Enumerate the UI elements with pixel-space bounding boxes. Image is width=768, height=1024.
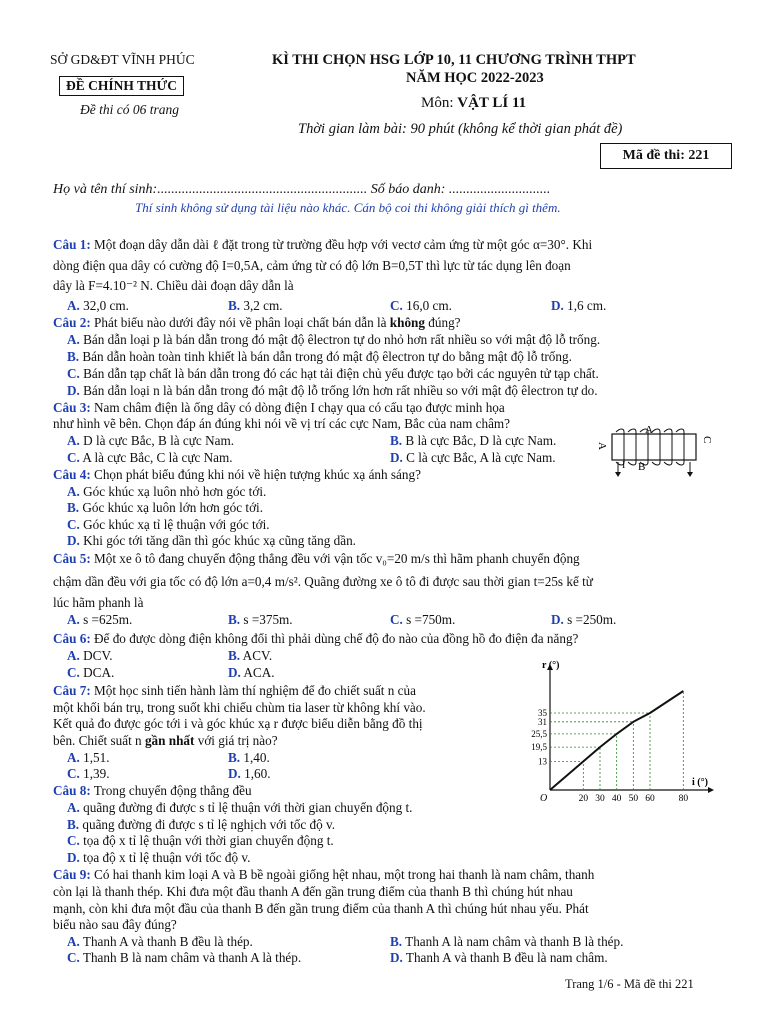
option-letter: D.	[390, 950, 403, 965]
option-letter: B.	[390, 934, 403, 949]
q4-option-a[interactable]	[67, 484, 266, 500]
q3-option-b[interactable]	[390, 433, 556, 449]
exam-code: Mã đề thi: 221	[600, 143, 732, 169]
option-text: DCA.	[83, 665, 115, 680]
q4-option-b[interactable]	[67, 500, 263, 516]
option-text: 1,39.	[83, 766, 110, 781]
question-9-label: Câu 9:	[53, 867, 91, 882]
q9-option-c[interactable]	[67, 950, 301, 966]
question-4-label: Câu 4:	[53, 467, 91, 482]
option-text: Góc khúc xạ luôn nhỏ hơn góc tới.	[83, 484, 267, 499]
q8-stem-text: Trong chuyển động thẳng đều	[90, 783, 252, 798]
option-letter: A.	[67, 484, 80, 499]
q5-option-d[interactable]	[551, 612, 616, 628]
q7-option-b[interactable]	[228, 750, 270, 766]
fig-label-top: A	[645, 424, 653, 436]
option-letter: C.	[67, 517, 80, 532]
q6-option-d[interactable]	[228, 665, 275, 681]
q7-text-4c: với giá trị nào?	[194, 733, 278, 748]
option-letter: B.	[228, 648, 241, 663]
option-letter: D.	[551, 298, 564, 313]
option-letter: C.	[67, 950, 80, 965]
option-letter: C.	[390, 298, 403, 313]
question-1-label: Câu 1:	[53, 237, 91, 252]
question-9-line-2: còn lại là thanh thép. Khi đưa một đầu thanh A đến gần trung điểm của thanh B thì chúng hút nhau	[53, 884, 573, 899]
option-letter: B.	[67, 500, 80, 515]
q2-option-a[interactable]	[67, 332, 600, 348]
q7-text-4a: bên. Chiết suất n	[53, 733, 145, 748]
subject-name: VẬT LÍ 11	[457, 95, 527, 111]
x-tick-label: 60	[645, 794, 655, 804]
option-text: tọa độ x tỉ lệ thuận với thời gian chuyển động t.	[83, 833, 334, 848]
question-6-stem	[53, 631, 578, 647]
fig-label-left: A	[596, 442, 608, 450]
subject-label: Môn:	[421, 95, 458, 111]
option-text: Thanh A là nam châm và thanh B là thép.	[405, 934, 624, 949]
x-tick-label: 50	[628, 794, 639, 804]
q4-option-d[interactable]	[67, 533, 356, 549]
q4-option-c[interactable]	[67, 517, 270, 533]
q3-option-d[interactable]	[390, 450, 556, 466]
question-8-stem	[53, 783, 252, 799]
fig-label-right: C	[701, 436, 713, 444]
option-letter: A.	[67, 612, 80, 627]
option-text: 3,2 cm.	[243, 298, 283, 313]
question-5-line-2: chậm dần đều với gia tốc có độ lớn a=0,4 m/s². Quãng đường xe ô tô đi được sau thời gian t=25s kể từ	[53, 574, 593, 589]
x-tick-label: 20	[578, 794, 589, 804]
option-text: s =750m.	[406, 612, 456, 627]
question-9-line-3: mạnh, còn khi đưa một đầu của thanh B đến gần trung điểm của thanh A thì chúng hút nhau yếu. Phát	[53, 901, 589, 916]
option-letter: D.	[390, 450, 403, 465]
option-text: Góc khúc xạ luôn lớn hơn góc tới.	[82, 500, 263, 515]
q9-option-b[interactable]	[390, 934, 623, 950]
question-2-label: Câu 2:	[53, 315, 91, 330]
option-text: quãng đường đi được s tỉ lệ nghịch với tốc độ v.	[82, 817, 336, 832]
option-letter: C.	[67, 833, 80, 848]
q1-text-1: Một đoạn dây dẫn dài ℓ đặt trong từ trường đều hợp với vectơ cảm ứng từ một góc α=30°. Khi	[90, 237, 593, 252]
page-footer: Trang 1/6 - Mã đề thi 221	[565, 977, 694, 991]
q6-option-b[interactable]	[228, 648, 272, 664]
q5-option-c[interactable]	[390, 612, 455, 628]
question-9-line-1	[53, 867, 594, 883]
question-3-line-2: như hình vẽ bên. Chọn đáp án đúng khi nói về vị trí các cực Nam, Bắc của nam châm?	[53, 416, 511, 431]
option-letter: D.	[551, 612, 564, 627]
option-letter: C.	[67, 665, 80, 680]
question-7-line-2: một khối bán trụ, trong suốt khi chiếu chùm tia laser từ không khí vào.	[53, 700, 426, 715]
option-text: ACV.	[242, 648, 273, 663]
q2-option-c[interactable]	[67, 366, 599, 382]
question-3-label: Câu 3:	[53, 400, 91, 415]
option-text: Bán dẫn loại n là bán dẫn trong đó mật độ lỗ trống lớn hơn rất nhiều so với mật độ êlectron tự do.	[83, 383, 598, 398]
option-letter: C.	[67, 450, 80, 465]
option-letter: D.	[228, 665, 241, 680]
option-text: Bán dẫn loại p là bán dẫn trong đó mật độ êlectron tự do nhỏ hơn rất nhiều so với mật độ lỗ trống.	[83, 332, 601, 347]
page-count: Đề thi có 06 trang	[80, 102, 179, 117]
x-axis-label: i (°)	[692, 777, 708, 788]
question-1-line-3: dây là F=4.10⁻² N. Chiều dài đoạn dây dẫn là	[53, 278, 294, 293]
question-7-line-3: Kết quả đo được góc tới i và góc khúc xạ r được biểu diễn bằng đồ thị	[53, 716, 423, 731]
q7-option-a[interactable]	[67, 750, 110, 766]
q8-option-c[interactable]	[67, 833, 334, 849]
option-text: C là cực Bắc, A là cực Nam.	[406, 450, 556, 465]
q5-text-1: Một xe ô tô đang chuyển động thẳng đều với vận tốc v₀=20 m/s thì hãm phanh chuyển động	[90, 551, 580, 566]
q2-stem-end: đúng?	[424, 315, 461, 330]
option-text: 16,0 cm.	[406, 298, 452, 313]
q3-option-c[interactable]	[67, 450, 233, 466]
option-text: 1,51.	[83, 750, 110, 765]
department: SỞ GD&ĐT VĨNH PHÚC	[50, 52, 195, 67]
fig-label-bottom: B	[638, 461, 646, 473]
current-arrow-icon	[615, 472, 621, 477]
y-tick-label: 13	[538, 756, 547, 767]
q2-option-b[interactable]	[67, 349, 572, 365]
q1-option-c[interactable]	[390, 298, 452, 314]
question-3-line-1	[53, 400, 505, 416]
option-text: s =250m.	[567, 612, 617, 627]
option-letter: B.	[228, 612, 241, 627]
option-text: s =375m.	[243, 612, 293, 627]
y-axis-label: r (°)	[542, 660, 560, 671]
option-letter: C.	[390, 612, 403, 627]
q8-option-b[interactable]	[67, 817, 335, 833]
question-1-line-1	[53, 237, 592, 253]
option-letter: A.	[67, 750, 80, 765]
option-letter: A.	[67, 800, 80, 815]
q2-stem-emphasis: không	[389, 315, 425, 330]
exam-year: NĂM HỌC 2022-2023	[406, 70, 544, 86]
option-letter: B.	[67, 817, 80, 832]
current-out-arrow-icon	[687, 472, 693, 477]
q6-option-a[interactable]	[67, 648, 113, 664]
q7-option-c[interactable]	[67, 766, 110, 782]
q1-option-a[interactable]	[67, 298, 129, 314]
option-text: B là cực Bắc, D là cực Nam.	[405, 433, 557, 448]
option-letter: B.	[390, 433, 403, 448]
x-axis-arrow-icon	[708, 787, 714, 793]
q4-stem-text: Chọn phát biểu đúng khi nói về hiện tượng khúc xạ ánh sáng?	[90, 467, 421, 482]
question-7-line-4	[53, 733, 278, 749]
option-text: Thanh B là nam châm và thanh A là thép.	[82, 950, 302, 965]
question-2-stem	[53, 315, 461, 331]
option-letter: B.	[228, 750, 241, 765]
q3-option-a[interactable]	[67, 433, 234, 449]
option-letter: D.	[67, 383, 80, 398]
subject	[421, 95, 526, 112]
exam-time: Thời gian làm bài: 90 phút (không kể thời gian phát đề)	[298, 121, 623, 137]
y-tick-label: 35	[538, 708, 547, 718]
q8-option-d[interactable]	[67, 850, 250, 866]
option-letter: B.	[228, 298, 241, 313]
question-5-line-3: lúc hãm phanh là	[53, 595, 144, 610]
q2-stem-text: Phát biểu nào dưới đây nói về phân loại chất bán dẫn là	[90, 315, 390, 330]
option-text: tọa độ x tỉ lệ thuận với tốc độ v.	[83, 850, 251, 865]
q2-option-d[interactable]	[67, 383, 598, 399]
q1-option-b[interactable]	[228, 298, 283, 314]
q7-text-1: Một học sinh tiến hành làm thí nghiệm để đo chiết suất n của	[90, 683, 416, 698]
refraction-chart	[515, 660, 715, 810]
q1-option-d[interactable]	[551, 298, 606, 314]
x-tick-label: 40	[611, 794, 622, 804]
option-text: Bán dẫn hoàn toàn tinh khiết là bán dẫn trong đó mật độ êlectron tự do bằng mật độ lỗ trống.	[82, 349, 572, 364]
option-letter: A.	[67, 298, 80, 313]
option-letter: A.	[67, 433, 80, 448]
question-7-line-1	[53, 683, 416, 699]
question-4-stem	[53, 467, 421, 483]
fig-label-current: I	[622, 460, 626, 471]
option-text: ACA.	[243, 665, 275, 680]
option-text: Thanh A và thanh B đều là thép.	[82, 934, 253, 949]
option-text: Góc khúc xạ tỉ lệ thuận với góc tới.	[83, 517, 270, 532]
x-tick-label: 80	[678, 794, 689, 804]
question-9-line-4: biểu nào sau đây đúng?	[53, 917, 177, 932]
exam-title: KÌ THI CHỌN HSG LỚP 10, 11 CHƯƠNG TRÌNH THPT	[272, 52, 636, 68]
question-5-label: Câu 5:	[53, 551, 91, 566]
option-text: 32,0 cm.	[83, 298, 129, 313]
option-letter: D.	[67, 850, 80, 865]
q7-text-4b: gần nhất	[144, 733, 195, 748]
origin-label: O	[540, 793, 548, 804]
q6-stem-text: Để đo được dòng điện không đổi thì phải dùng chế độ đo nào của đồng hồ đo điện đa năng?	[90, 631, 579, 646]
option-text: s =625m.	[83, 612, 133, 627]
option-text: D là cực Bắc, B là cực Nam.	[83, 433, 234, 448]
official-label: ĐỀ CHÍNH THỨC	[59, 76, 184, 96]
option-text: DCV.	[83, 648, 113, 663]
candidate-line: Họ và tên thí sinh:............................................................ Số báo danh: .............................	[53, 182, 551, 197]
q3-text-1: Nam châm điện là ống dây có dòng điện I chạy qua có cấu tạo được minh họa	[90, 400, 505, 415]
q9-option-d[interactable]	[390, 950, 608, 966]
q9-option-a[interactable]	[67, 934, 253, 950]
option-text: Thanh A và thanh B đều là nam châm.	[405, 950, 608, 965]
option-letter: A.	[67, 332, 80, 347]
y-tick-label: 19,5	[531, 742, 547, 753]
y-tick-label: 31	[538, 716, 547, 727]
q6-option-c[interactable]	[67, 665, 114, 681]
option-letter: D.	[67, 533, 80, 548]
option-text: Bán dẫn tạp chất là bán dẫn trong đó các hạt tải điện chủ yếu được tạo bởi các nguyên tử tạp chất.	[83, 366, 599, 381]
option-text: Khi góc tới tăng dần thì góc khúc xạ cũng tăng dần.	[83, 533, 356, 548]
option-text: A là cực Bắc, C là cực Nam.	[82, 450, 233, 465]
q5-option-a[interactable]	[67, 612, 132, 628]
option-letter: B.	[67, 349, 80, 364]
option-letter: D.	[228, 766, 241, 781]
question-5-line-1	[53, 551, 580, 567]
option-letter: A.	[67, 934, 80, 949]
option-letter: C.	[67, 766, 80, 781]
q8-option-a[interactable]	[67, 800, 412, 816]
q7-option-d[interactable]	[228, 766, 271, 782]
option-text: quãng đường đi được s tỉ lệ thuận với thời gian chuyển động t.	[83, 800, 413, 815]
question-7-label: Câu 7:	[53, 683, 91, 698]
option-letter: C.	[67, 366, 80, 381]
option-text: 1,6 cm.	[567, 298, 607, 313]
question-8-label: Câu 8:	[53, 783, 91, 798]
question-1-line-2: dòng điện qua dây có cường độ I=0,5A, cảm ứng từ có độ lớn B=0,5T thì lực từ tác dụng lên đoạn	[53, 258, 571, 273]
option-text: 1,40.	[243, 750, 270, 765]
q9-text-1: Có hai thanh kim loại A và B bề ngoài giống hệt nhau, một trong hai thanh là nam châm, thanh	[90, 867, 595, 882]
question-6-label: Câu 6:	[53, 631, 91, 646]
option-letter: A.	[67, 648, 80, 663]
option-text: 1,60.	[244, 766, 271, 781]
x-tick-label: 30	[595, 794, 605, 804]
solenoid-figure	[590, 422, 720, 480]
candidate-note: Thí sinh không sử dụng tài liệu nào khác. Cán bộ coi thi không giải thích gì thêm.	[135, 200, 561, 215]
solenoid-core	[612, 434, 696, 460]
y-tick-label: 25,5	[531, 728, 547, 739]
q5-option-b[interactable]	[228, 612, 293, 628]
